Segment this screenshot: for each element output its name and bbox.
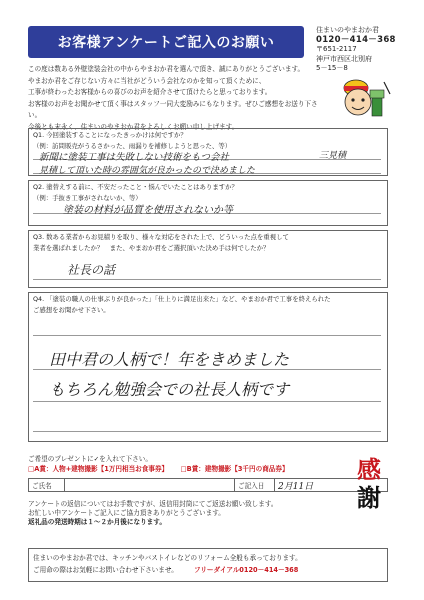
answer-3[interactable]: 社長の話 [67,263,116,277]
question-3-box [28,230,388,288]
present-heading: ご希望のプレゼントに✓を入れて下さい。 [28,455,152,463]
kansha-calligraphy [354,456,384,512]
footer-line: お忙しい中アンケートご記入にご協力頂きありがとうございます。 [28,509,225,518]
present-options [28,464,328,474]
mascot-icon [336,72,394,124]
company-info [316,26,416,74]
answer-1-extra[interactable]: 三見積 [319,151,347,161]
company-name: 住まいのやまおか君 [316,26,379,34]
answer-1-line1[interactable]: 新聞に塗装工事は失敗しない技術をもつ会社 [39,152,230,163]
answer-line [33,431,381,432]
present-option-b[interactable]: □B賞：建物撮影【3千円の商品券】 [180,465,289,473]
answer-line [33,335,381,336]
kansha-char-1: 感 [357,455,381,484]
reform-line-2 [33,564,383,576]
answer-4-line2[interactable]: もちろん勉強会での社長人柄です [49,380,290,399]
footer-line: アンケートの返信についてはお手数ですが、返信用封筒にてご返送お願い致します。 [28,500,278,508]
question-4-text: Q4. 「塗装の職人の仕事ぶりが良かった」「仕上りに満足出来た」など、やまおか君で工事を終えられた [33,295,331,303]
intro-line: お客様のお声をお聞かせて頂く事はスタッフ一同大変励みにもなります。ぜひご感想をお送り下さい。 [28,99,318,120]
page-title: お客様アンケートご記入のお願い [28,26,304,58]
date-label: ご記入日 [235,479,275,491]
present-section [28,454,328,474]
question-2-text: Q2. 塗替えする前に、不安だったこと・悩んでいたことはありますか？ [33,183,238,191]
company-tel: 0120－414－368 [316,34,396,45]
name-date-row [28,478,388,492]
question-4-text-2: ご感想をお聞かせ下さい。 [33,306,110,314]
question-1-box [28,128,388,176]
date-field[interactable]: 2月11日 [278,481,314,492]
intro-line: 今後とも末永く、住まいのやまおか君をよろしくお願い申し上げます。 [28,122,239,131]
company-address1: 神戸市西区北別府 [316,54,372,63]
reform-line: 住まいのやまおか君では、キッチンやバストイレなどのリフォーム全般も承っております。 [33,554,302,562]
company-zip: 〒651-2117 [316,45,357,53]
present-option-a[interactable]: □A賞：人物+建物撮影【1万円相当お食事券】 [28,465,169,473]
reform-text: ご用命の際はお気軽にお問い合わせ下さいませ。 [33,566,178,574]
answer-1-line2[interactable]: 見積して頂いた時の雰囲気が良かったので決めました [39,166,256,176]
question-2-box [28,180,388,226]
question-4-box [28,292,388,442]
free-dial[interactable]: フリーダイアル0120－414－368 [193,566,299,574]
answer-2[interactable]: 塗装の材料が品質を使用されないか等 [63,205,233,216]
name-label: ご氏名 [29,479,65,491]
answer-line [33,279,381,280]
intro-line: やまおか君をご存じない方々に当社がどういう会社なのかを知って頂くために、 [28,76,266,85]
intro-text [28,64,328,134]
footer-line: 返礼品の発送時期は１～２か月後になります。 [28,518,166,527]
question-1-example: （例：訪問販売がうるさかった、雨漏りを補修しようと思った、等） [33,142,232,150]
question-1-text: Q1. 今回塗装することになったきっかけは何ですか？ [33,131,187,139]
intro-line: この度は数ある外壁塗装会社の中からやまおか君を選んで頂き、誠にありがとうございます。 [28,65,305,73]
answer-4-line1[interactable]: 田中君の人柄で！年をきめました [49,350,290,369]
intro-line: 工事が終わったお客様からの喜びのお声を紹介させて頂けたらと思っております。 [28,88,272,97]
question-3-text: Q3. 数ある業者からお見積りを取り、様々な対応をされた上で、どういった点を重視して [33,233,289,241]
question-3-text-2: 業者を選ばれましたか？ また、やまおか君をご選択頂いた決め手は何でしたか？ [33,244,270,252]
name-field[interactable] [65,479,235,491]
company-address2: 5－15－8 [316,64,348,72]
kansha-char-2: 謝 [357,483,381,512]
question-2-example: （例：手抜き工事がされないか、等） [33,194,142,202]
reform-info-box [28,548,388,582]
footer-notes [28,500,328,528]
answer-line [33,401,381,402]
